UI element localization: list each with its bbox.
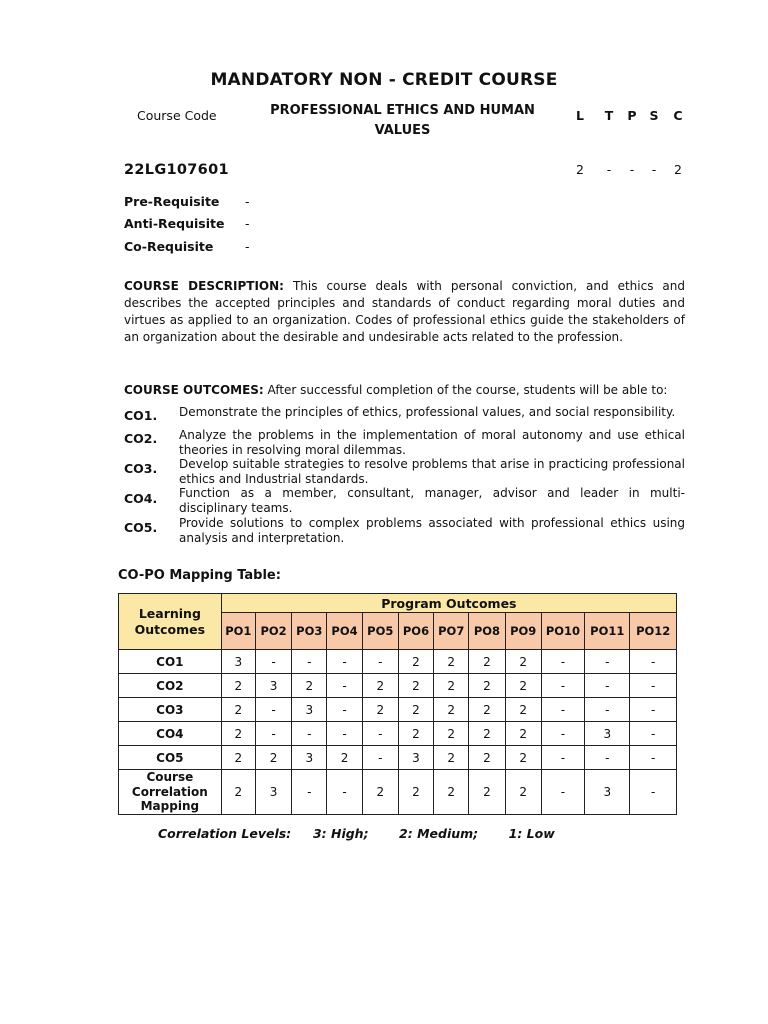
course-title: MANDATORY NON - CREDIT COURSE [210, 70, 558, 90]
co-requisite-label: Co-Requisite [124, 239, 214, 254]
table-cell: - [585, 698, 630, 722]
table-cell: 2 [398, 698, 433, 722]
table-cell: 2 [398, 674, 433, 698]
table-cell: - [292, 722, 327, 746]
co3-code: CO3. [124, 461, 158, 476]
table-cell: - [292, 650, 327, 674]
table-cell: 2 [434, 746, 469, 770]
table-cell: 2 [221, 698, 255, 722]
row-label: CO3 [119, 698, 222, 722]
table-row [119, 650, 677, 674]
table-cell: 2 [398, 770, 433, 815]
course-description-label: COURSE DESCRIPTION: [124, 279, 284, 293]
course-outcomes-intro-text: After successful completion of the course, students will be able to: [263, 383, 668, 397]
co3-text: Develop suitable strategies to resolve problems that arise in practicing professional ethics and Industrial standards. [179, 457, 685, 486]
table-cell: - [255, 698, 291, 722]
course-outcomes-intro [124, 382, 685, 399]
co-requisite-value: - [245, 239, 250, 254]
course-code-label: Course Code [137, 108, 217, 123]
table-cell: - [327, 698, 362, 722]
table-cell: - [327, 770, 362, 815]
co1-code: CO1. [124, 408, 158, 423]
table-cell: 2 [469, 674, 505, 698]
table-cell: 2 [505, 746, 541, 770]
table-cell: - [255, 650, 291, 674]
course-description-text: This course deals with personal conviction, and ethics and describes the accepted principles and standards of conduct regarding moral duties and virtues as applied to an organization. Codes of professional ethics guide the stakeholders of an organization about the desirable and undesirable acts related to the profession. [124, 279, 686, 344]
table-cell: 2 [292, 674, 327, 698]
table-cell: - [362, 746, 398, 770]
table-row [119, 698, 677, 722]
ltpsc-label-t: T [604, 108, 614, 123]
table-cell: 2 [221, 770, 255, 815]
table-cell: 2 [505, 674, 541, 698]
table-cell: 2 [434, 674, 469, 698]
table-cell: 2 [221, 746, 255, 770]
table-cell: 3 [398, 746, 433, 770]
table-cell: - [585, 746, 630, 770]
table-cell: - [630, 722, 677, 746]
column-header: PO2 [255, 613, 291, 650]
column-header: PO11 [585, 613, 630, 650]
table-cell: - [630, 698, 677, 722]
table-cell: 3 [585, 722, 630, 746]
co2-code: CO2. [124, 431, 158, 446]
table-cell: 2 [398, 650, 433, 674]
ltpsc-label-p: P [627, 108, 637, 123]
table-cell: 3 [255, 674, 291, 698]
table-cell: 3 [585, 770, 630, 815]
row-label: CO2 [119, 674, 222, 698]
column-header: PO4 [327, 613, 362, 650]
co4-text: Function as a member, consultant, manager, advisor and leader in multi-disciplinary teams. [179, 486, 685, 515]
table-cell: 2 [469, 650, 505, 674]
co-po-mapping-title: CO-PO Mapping Table: [118, 568, 281, 583]
table-cell: 2 [255, 746, 291, 770]
table-cell: - [585, 674, 630, 698]
table-cell: 2 [434, 770, 469, 815]
row-label: CO1 [119, 650, 222, 674]
column-header: PO5 [362, 613, 398, 650]
column-header: PO12 [630, 613, 677, 650]
ltpsc-value-l: 2 [576, 162, 584, 177]
ltpsc-label-c: C [673, 108, 683, 123]
course-code: 22LG107601 [124, 162, 229, 178]
table-cell: - [541, 770, 584, 815]
course-name: PROFESSIONAL ETHICS AND HUMAN VALUES [270, 103, 535, 138]
column-header: PO10 [541, 613, 584, 650]
table-cell: - [630, 650, 677, 674]
co-po-mapping-table [118, 593, 677, 815]
table-cell: 2 [434, 650, 469, 674]
table-row [119, 722, 677, 746]
table-row [119, 770, 677, 815]
table-cell: - [541, 746, 584, 770]
table-cell: - [541, 674, 584, 698]
column-header: PO9 [505, 613, 541, 650]
ltpsc-value-s: - [651, 162, 657, 177]
table-cell: - [630, 770, 677, 815]
table-cell: 2 [434, 698, 469, 722]
co1-text: Demonstrate the principles of ethics, professional values, and social responsibility. [179, 405, 676, 419]
table-cell: 2 [505, 650, 541, 674]
co5-code: CO5. [124, 520, 158, 535]
row-label: CO4 [119, 722, 222, 746]
program-outcomes-header: Program Outcomes [221, 594, 676, 613]
column-header: PO8 [469, 613, 505, 650]
table-cell: 2 [398, 722, 433, 746]
table-cell: - [255, 722, 291, 746]
ltpsc-label-s: S [649, 108, 659, 123]
table-cell: 2 [362, 698, 398, 722]
table-cell: - [541, 722, 584, 746]
column-header: PO3 [292, 613, 327, 650]
ltpsc-label-l: L [576, 108, 584, 123]
table-cell: - [327, 722, 362, 746]
table-cell: 2 [469, 770, 505, 815]
table-cell: - [362, 650, 398, 674]
table-cell: 3 [292, 698, 327, 722]
table-cell: 2 [221, 722, 255, 746]
co5-text: Provide solutions to complex problems associated with professional ethics using analysis and interpretation. [179, 516, 685, 545]
table-cell: 2 [505, 722, 541, 746]
table-cell: 2 [505, 698, 541, 722]
table-cell: 2 [434, 722, 469, 746]
table-cell: 2 [505, 770, 541, 815]
table-cell: - [292, 770, 327, 815]
table-cell: 3 [221, 650, 255, 674]
course-description [124, 278, 685, 346]
anti-requisite-value: - [245, 216, 250, 231]
table-row [119, 746, 677, 770]
ltpsc-value-p: - [629, 162, 635, 177]
learning-outcomes-header: Learning Outcomes [119, 594, 222, 650]
pre-requisite-label: Pre-Requisite [124, 194, 220, 209]
column-header: PO1 [221, 613, 255, 650]
pre-requisite-value: - [245, 194, 250, 209]
table-cell: 3 [292, 746, 327, 770]
table-cell: - [630, 674, 677, 698]
table-cell: - [585, 650, 630, 674]
table-cell: - [327, 674, 362, 698]
table-cell: - [541, 698, 584, 722]
table-cell: - [541, 650, 584, 674]
anti-requisite-label: Anti-Requisite [124, 216, 225, 231]
table-cell: - [630, 746, 677, 770]
row-label: CO5 [119, 746, 222, 770]
table-cell: 2 [327, 746, 362, 770]
table-cell: 2 [362, 770, 398, 815]
table-cell: 2 [469, 746, 505, 770]
co2-text: Analyze the problems in the implementation of moral autonomy and use ethical theories in resolving moral dilemmas. [179, 428, 685, 457]
correlation-levels-legend: Correlation Levels: 3: High; 2: Medium; 1: Low [158, 826, 555, 841]
co4-code: CO4. [124, 491, 158, 506]
ltpsc-value-c: 2 [674, 162, 682, 177]
table-cell: 2 [221, 674, 255, 698]
row-label: Course Correlation Mapping [119, 770, 222, 815]
table-cell: - [327, 650, 362, 674]
column-header: PO6 [398, 613, 433, 650]
table-cell: - [362, 722, 398, 746]
table-row [119, 674, 677, 698]
table-cell: 2 [469, 698, 505, 722]
course-outcomes-label: COURSE OUTCOMES: [124, 383, 264, 397]
column-header: PO7 [434, 613, 469, 650]
table-cell: 2 [362, 674, 398, 698]
table-cell: 3 [255, 770, 291, 815]
table-cell: 2 [469, 722, 505, 746]
ltpsc-value-t: - [606, 162, 612, 177]
